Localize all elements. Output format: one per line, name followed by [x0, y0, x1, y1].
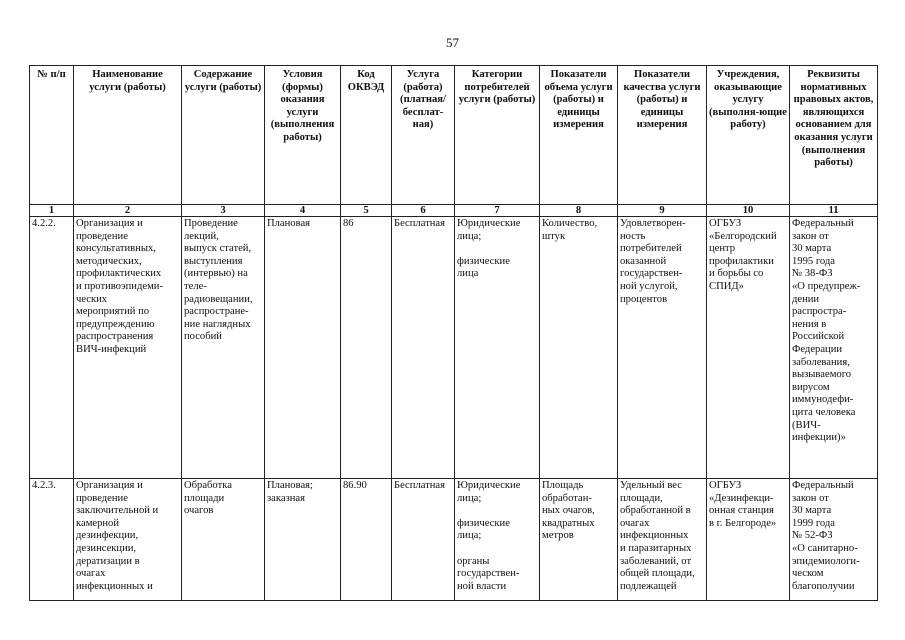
header-cell: № п/п [30, 66, 74, 205]
header-cell: Код ОКВЭД [341, 66, 392, 205]
page-number: 57 [446, 35, 459, 50]
column-number: 10 [707, 205, 790, 217]
institution-cell: ОГБУЗ «Белгородский центр профилактики и борьбы со СПИД» [707, 217, 790, 479]
column-number-row [30, 205, 878, 217]
header-row [30, 66, 878, 205]
header-cell: Услуга (работа) (платная/ бесплат-ная) [392, 66, 455, 205]
service-content-cell: Обработка площади очагов [182, 479, 265, 601]
header-cell: Условия (формы) оказания услуги (выполнения работы) [265, 66, 341, 205]
volume-indicators-cell: Количество, штук [540, 217, 618, 479]
service-content-cell: Проведение лекций, выпуск статей, выступления (интервью) на теле- радиовещании, распростране- ние наглядных пособий [182, 217, 265, 479]
quality-indicators-cell: Удовлетворен- ность потребителей оказанной государствен- ной услугой, процентов [618, 217, 707, 479]
conditions-cell: Плановая [265, 217, 341, 479]
table-row [30, 217, 878, 479]
conditions-cell: Плановая; заказная [265, 479, 341, 601]
table-row [30, 479, 878, 601]
column-number: 7 [455, 205, 540, 217]
column-number: 5 [341, 205, 392, 217]
header-cell: Категории потребителей услуги (работы) [455, 66, 540, 205]
service-name-cell: Организация и проведение консультативных, методических, профилактических и противоэпидеми- ческих мероприятий по предупреждению распространения ВИЧ-инфекций [74, 217, 182, 479]
consumers-cell: Юридические лица; физические лица; органы государствен- ной власти [455, 479, 540, 601]
paid-free-cell: Бесплатная [392, 217, 455, 479]
legal-acts-cell: Федеральный закон от 30 марта 1995 года № 38-ФЗ «О предупреж- дении распростра- нения в Российской Федерации заболевания, вызываемого вирусом иммунодефи- цита человека (ВИЧ- инфекции)» [790, 217, 878, 479]
service-name-cell: Организация и проведение заключительной и камерной дезинфекции, дезинсекции, дератизации в очагах инфекционных и [74, 479, 182, 601]
volume-indicators-cell: Площадь обработан- ных очагов, квадратных метров [540, 479, 618, 601]
services-table [29, 65, 878, 601]
header-cell: Наименование услуги (работы) [74, 66, 182, 205]
column-number: 2 [74, 205, 182, 217]
header-cell: Показатели качества услуги (работы) и единицы измерения [618, 66, 707, 205]
header-cell: Учреждения, оказывающие услугу (выполня-ющие работу) [707, 66, 790, 205]
column-number: 4 [265, 205, 341, 217]
header-cell: Реквизиты нормативных правовых актов, являющихся основанием для оказания услуги (выполнения работы) [790, 66, 878, 205]
header-cell: Показатели объема услуги (работы) и единицы измерения [540, 66, 618, 205]
okved-cell: 86 [341, 217, 392, 479]
header-cell: Содержание услуги (работы) [182, 66, 265, 205]
consumers-cell: Юридические лица; физические лица [455, 217, 540, 479]
legal-acts-cell: Федеральный закон от 30 марта 1999 года № 52-ФЗ «О санитарно- эпидемиологи- ческом благополучии [790, 479, 878, 601]
paid-free-cell: Бесплатная [392, 479, 455, 601]
column-number: 6 [392, 205, 455, 217]
institution-cell: ОГБУЗ «Дезинфекци- онная станция в г. Белгороде» [707, 479, 790, 601]
row-number-cell: 4.2.2. [30, 217, 74, 479]
column-number: 3 [182, 205, 265, 217]
quality-indicators-cell: Удельный вес площади, обработанной в очагах инфекционных и паразитарных заболеваний, от общей площади, подлежащей [618, 479, 707, 601]
column-number: 11 [790, 205, 878, 217]
row-number-cell: 4.2.3. [30, 479, 74, 601]
column-number: 9 [618, 205, 707, 217]
column-number: 1 [30, 205, 74, 217]
column-number: 8 [540, 205, 618, 217]
okved-cell: 86.90 [341, 479, 392, 601]
